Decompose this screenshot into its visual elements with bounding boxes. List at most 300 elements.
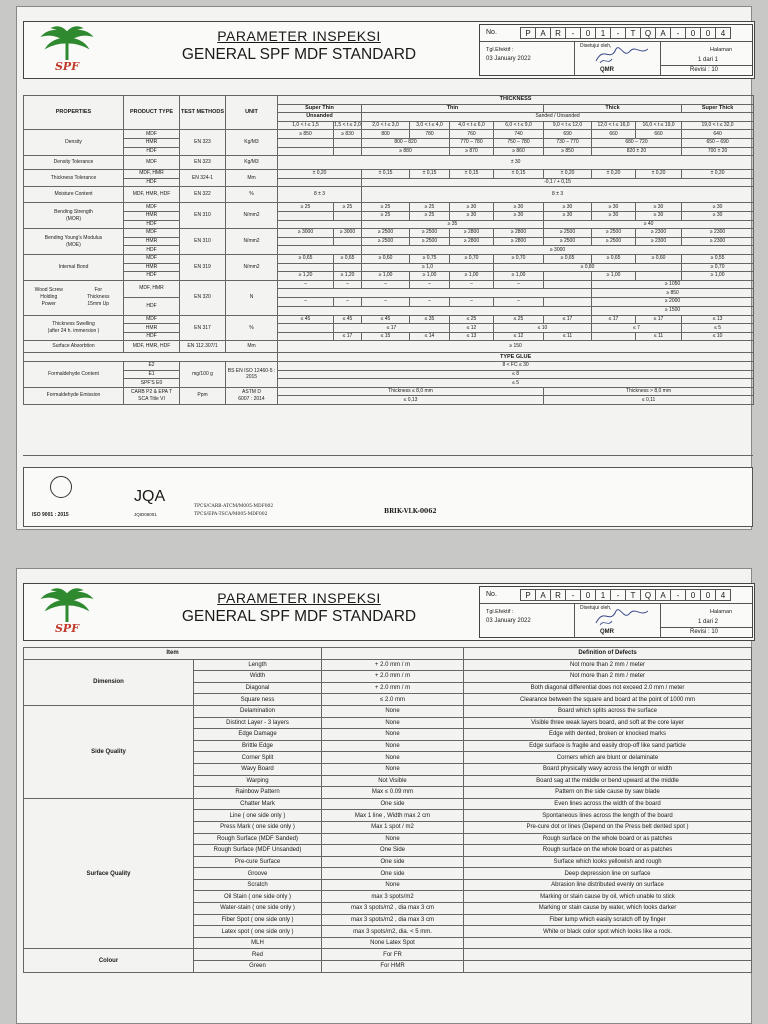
table-row: [24, 705, 752, 717]
iso-seal-icon: [50, 476, 72, 498]
table-cell: ≥ 850: [592, 289, 754, 298]
table-cell: ≥ 0,80: [494, 263, 682, 272]
table-cell: ≥ 2500: [544, 237, 592, 246]
table-cell: –: [334, 297, 362, 306]
table-cell: –: [450, 297, 494, 306]
table-cell: ≥ 880: [362, 147, 450, 156]
defect-definition: Board which splits across the surface: [464, 705, 752, 717]
defect-definition: Not more than 2 mm / meter: [464, 659, 752, 671]
spf-logo: [28, 586, 106, 638]
table-cell: ≥ 1,00: [592, 272, 636, 281]
defect-tolerance: + 2.0 mm / m: [322, 682, 464, 694]
table-cell: ≥ 1,00: [410, 272, 450, 281]
table-cell: ≥ 1,20: [334, 272, 362, 281]
table-cell: ≥ 30: [450, 203, 494, 212]
defect-name: MLH: [194, 937, 322, 949]
defect-name: Red: [194, 949, 322, 961]
table-row: [24, 246, 754, 255]
table-row: [24, 949, 752, 961]
table-cell: –: [362, 297, 410, 306]
table-cell: E2: [124, 362, 180, 371]
defect-name: Green: [194, 961, 322, 973]
defect-name: Water-stain ( one side only ): [194, 903, 322, 915]
table-cell: Super Thin: [278, 104, 362, 113]
table-row: [24, 187, 754, 203]
table-cell: ≥ 0,70: [494, 254, 544, 263]
col-unit: UNIT: [226, 96, 278, 130]
table-cell: ≤ 10: [682, 332, 754, 341]
defect-definition: [464, 961, 752, 973]
page-label: Halaman: [710, 609, 733, 615]
defect-name: Width: [194, 671, 322, 683]
defect-definition: Rough surface on the whole board or as patches: [464, 833, 752, 845]
defect-name: Rough Surface (MDF Unsanded): [194, 845, 322, 857]
table-cell: ≤ 11: [544, 332, 592, 341]
table-cell: ≤ 14: [410, 332, 450, 341]
table-cell: ≥ 0,65: [592, 254, 636, 263]
defect-name: Fiber Spot ( one side only ): [194, 914, 322, 926]
table-row: [24, 263, 754, 272]
defect-definition: Marking or stain cause by water, which looks darker: [464, 903, 752, 915]
table-cell: ≤ 45: [278, 315, 334, 324]
table-cell: 4,0 < t ≤ 6,0: [450, 121, 494, 130]
table-cell: [544, 297, 592, 306]
table-row: [24, 147, 754, 156]
table-cell: MDF, HMR, HDF: [124, 187, 180, 203]
table-row: [24, 280, 754, 289]
table-cell: ± 0,20: [278, 170, 362, 179]
table-row: [24, 254, 754, 263]
table-row: [24, 324, 754, 333]
table-cell: ≥ 0,70: [682, 263, 754, 272]
table-cell: Moisture Content: [24, 187, 124, 203]
defect-tolerance: None: [322, 729, 464, 741]
defect-group: Side Quality: [24, 705, 194, 798]
table-cell: ≥ 1050: [592, 280, 754, 289]
table-cell: 16,0 < t ≤ 19,0: [636, 121, 682, 130]
table-cell: ≤ 12: [450, 324, 494, 333]
table-cell: ± 30: [278, 156, 754, 170]
table-cell: EN 319: [180, 254, 226, 280]
table-cell: ≥ 860: [494, 147, 544, 156]
table-cell: Bending Young's Modulus (MOE): [24, 229, 124, 255]
defect-tolerance: One Side: [322, 845, 464, 857]
doc-number: P A R - 0 1 - T Q A - 0 0 4: [520, 27, 730, 39]
table-cell: [278, 307, 592, 316]
table-cell: ± 0,15: [494, 170, 544, 179]
table-cell: ≥ 2500: [410, 237, 450, 246]
table-cell: [334, 138, 362, 147]
effective-date-label: Tgl.Efektif :: [486, 609, 514, 615]
table-cell: ≥ 30: [682, 203, 754, 212]
table-cell: ≥ 0,65: [544, 254, 592, 263]
table-cell: ≥ 30: [544, 203, 592, 212]
table-cell: ≤ 25: [450, 315, 494, 324]
table-cell: ≥ 2500: [544, 229, 592, 238]
table-cell: %: [226, 315, 278, 341]
table-cell: ≤ 13: [682, 315, 754, 324]
iso-label: ISO 9001 : 2015: [32, 512, 69, 518]
table-cell: ≥ 1,00: [362, 272, 410, 281]
table-cell: ≥ 2500: [592, 229, 636, 238]
table-cell: [278, 147, 334, 156]
table-cell: EN 323: [180, 156, 226, 170]
table-cell: 770 – 780: [450, 138, 494, 147]
defect-definition: Spontaneous lines across the length of the board: [464, 810, 752, 822]
table-cell: Thickness Swelling (after 24 h. immersion ): [24, 315, 124, 341]
table-cell: BS EN ISO 12460-5 : 2015: [226, 362, 278, 388]
table-cell: 800: [362, 130, 410, 139]
table-cell: Thickness Tolerance: [24, 170, 124, 187]
table-cell: ≥ 40: [544, 220, 754, 229]
defect-tolerance: None: [322, 879, 464, 891]
defect-tolerance: One side: [322, 868, 464, 880]
table-cell: [544, 272, 592, 281]
table-cell: ≤ 17: [636, 315, 682, 324]
table-cell: ≤ 0,13: [278, 396, 544, 405]
table-cell: Density: [24, 130, 124, 156]
revision: Revisi : 10: [690, 629, 719, 635]
spf-logo-text: SPF: [54, 622, 80, 635]
table-cell: [278, 324, 334, 333]
table-cell: ≥ 0,65: [278, 254, 334, 263]
table-cell: [278, 289, 592, 298]
table-cell: ≤ 12: [494, 332, 544, 341]
defect-name: Rough Surface (MDF Sanded): [194, 833, 322, 845]
table-cell: Thick: [544, 104, 682, 113]
certification-footer: [23, 467, 753, 527]
table-cell: –: [362, 280, 410, 289]
table-cell: MDF: [124, 130, 180, 139]
table-cell: MDF, HMR, HDF: [124, 341, 180, 353]
effective-date: 03 January 2022: [486, 618, 531, 624]
table-cell: N/mm2: [226, 254, 278, 280]
table-row: [24, 659, 752, 671]
table-cell: ≤ 15: [362, 332, 410, 341]
properties-table: [23, 95, 754, 405]
defect-tolerance: ≤ 2.0 mm: [322, 694, 464, 706]
table-cell: Thickness ≤ 8,0 mm: [278, 387, 544, 396]
table-cell: ≥ 0,55: [682, 254, 754, 263]
defect-definition: [464, 937, 752, 949]
table-cell: [278, 237, 334, 246]
table-row: [24, 387, 754, 396]
table-row: [24, 272, 754, 281]
table-row: [24, 297, 754, 306]
defect-definition: Clearance between the square and board at the point of 1000 mm: [464, 694, 752, 706]
signature: [590, 603, 650, 629]
table-cell: Mm: [226, 170, 278, 187]
defect-tolerance: max 3 spots/m2 , dia max 3 cm: [322, 903, 464, 915]
table-cell: SPF'S E0: [124, 379, 180, 388]
table-cell: ≥ 25: [334, 203, 362, 212]
defect-name: Groove: [194, 868, 322, 880]
table-cell: ± 0,20: [544, 170, 592, 179]
table-row: [24, 96, 754, 105]
table-cell: [278, 246, 362, 255]
table-cell: 660: [636, 130, 682, 139]
table-cell: ≥ 0,60: [636, 254, 682, 263]
defect-tolerance: One side: [322, 798, 464, 810]
table-cell: [24, 280, 124, 315]
table-cell: ≤ 35: [410, 315, 450, 324]
defect-definition: Both diagonal differential does not exceed 2.0 mm / meter: [464, 682, 752, 694]
defect-definition: Marking or stain cause by oil, which unable to stick: [464, 891, 752, 903]
defect-definition: [464, 949, 752, 961]
col-definition: Definition of Defects: [464, 648, 752, 660]
defect-tolerance: None Latex Spot: [322, 937, 464, 949]
col-item: Item: [24, 648, 322, 660]
table-cell: ≥ 3000: [362, 246, 754, 255]
defect-name: Rainbow Pattern: [194, 787, 322, 799]
table-cell: 8 ± 3: [362, 187, 754, 203]
table-cell: 660: [592, 130, 636, 139]
table-cell: Formaldehyde Content: [24, 362, 124, 388]
table-cell: HDF: [124, 147, 180, 156]
table-cell: ≥ 25: [362, 211, 410, 220]
defect-tolerance: None: [322, 833, 464, 845]
table-cell: ≥ 2800: [494, 229, 544, 238]
table-cell: Thin: [362, 104, 544, 113]
table-cell: –: [494, 297, 544, 306]
table-cell: 19,0 < t ≤ 32,0: [682, 121, 754, 130]
spf-logo: [28, 24, 106, 76]
defect-name: Oil Stain ( one side only ): [194, 891, 322, 903]
table-cell: 730 – 770: [544, 138, 592, 147]
defect-tolerance: max 3 spots/m2 , dia max 3 cm: [322, 914, 464, 926]
table-cell: ≥ 1500: [592, 307, 754, 316]
table-cell: mg/100 g: [180, 362, 226, 388]
table-cell: [278, 263, 334, 272]
table-cell: HDF: [124, 332, 180, 341]
table-cell: ≥ 1,00: [450, 272, 494, 281]
defect-tolerance: None: [322, 705, 464, 717]
table-cell: EN 320: [180, 280, 226, 315]
defect-tolerance: None: [322, 717, 464, 729]
defect-name: Latex spot ( one side only ): [194, 926, 322, 938]
table-cell: MDF: [124, 229, 180, 238]
table-cell: 6,0 < t ≤ 9,0: [494, 121, 544, 130]
table-cell: [278, 332, 334, 341]
table-cell: ≥ 1,20: [278, 272, 334, 281]
table-cell: –: [334, 280, 362, 289]
table-cell: HMR: [124, 211, 180, 220]
table-cell: ≥ 2300: [636, 237, 682, 246]
table-cell: ≥ 25: [410, 211, 450, 220]
defect-name: Diagonal: [194, 682, 322, 694]
table-cell: ≥ 870: [450, 147, 494, 156]
table-cell: [278, 138, 334, 147]
table-cell: Kg/M3: [226, 156, 278, 170]
table-cell: [592, 332, 636, 341]
table-cell: Unsanded: [278, 113, 362, 122]
qmr-label: QMR: [600, 67, 614, 73]
table-cell: HDF: [124, 246, 180, 255]
table-cell: ≥ 30: [636, 203, 682, 212]
page-label: Halaman: [710, 47, 733, 53]
table-cell: ≤ 17: [334, 332, 362, 341]
table-row: [24, 353, 754, 362]
table-row: [24, 341, 754, 353]
defect-definition: Board physically wavy across the length or width: [464, 763, 752, 775]
table-cell: [544, 280, 592, 289]
defect-tolerance: For FR: [322, 949, 464, 961]
doc-no-label: No.: [486, 29, 497, 36]
defect-definition: Edge with dented, broken or knocked marks: [464, 729, 752, 741]
table-cell: ≥ 2500: [410, 229, 450, 238]
approved-by-label: Disetujui oleh,: [580, 605, 612, 611]
table-row: [24, 362, 754, 371]
table-cell: 820 ± 20: [592, 147, 682, 156]
defect-tolerance: One side: [322, 856, 464, 868]
table-row: [24, 130, 754, 139]
defect-tolerance: For HMR: [322, 961, 464, 973]
table-cell: ≥ 25: [362, 203, 410, 212]
table-cell: HMR: [124, 237, 180, 246]
table-cell: ≥ 2000: [592, 297, 754, 306]
table-cell: ≥ 850: [544, 147, 592, 156]
table-cell: EN 322: [180, 187, 226, 203]
table-cell: For Thickness 15mm Up: [86, 287, 110, 308]
table-cell: 9,0 < t ≤ 12,0: [544, 121, 592, 130]
defect-name: Line ( one side only ): [194, 810, 322, 822]
defect-tolerance: Max 1 spot / m2: [322, 821, 464, 833]
table-cell: ≥ 830: [334, 130, 362, 139]
table-cell: HMR: [124, 324, 180, 333]
inspection-sheet-1: [16, 6, 752, 530]
defect-definition: Deep depression line on surface: [464, 868, 752, 880]
table-cell: HDF: [124, 297, 180, 315]
table-cell: ≥ 25: [278, 203, 334, 212]
table-cell: [278, 178, 362, 187]
table-cell: Kg/M3: [226, 130, 278, 156]
revision: Revisi : 10: [690, 67, 719, 73]
table-cell: [334, 211, 362, 220]
defect-definition: Fiber lump which easily scratch off by finger: [464, 914, 752, 926]
table-cell: HMR: [124, 263, 180, 272]
table-cell: ≥ 30: [544, 211, 592, 220]
defect-group: Colour: [24, 949, 194, 972]
table-cell: ≥ 2500: [362, 229, 410, 238]
table-cell: ≥ 30: [494, 211, 544, 220]
table-cell: HDF: [124, 178, 180, 187]
table-row: [24, 211, 754, 220]
defect-tolerance: Max ≤ 0.09 mm: [322, 787, 464, 799]
table-cell: EN 317: [180, 315, 226, 341]
defect-name: Pre-cure Surface: [194, 856, 322, 868]
table-cell: ≤ 5: [278, 379, 754, 388]
table-cell: 760: [450, 130, 494, 139]
defect-tolerance: max 3 spots/m2: [322, 891, 464, 903]
table-cell: ≤ 45: [362, 315, 410, 324]
approved-by-label: Disetujui oleh,: [580, 43, 612, 49]
epa-cert: TPCS/EPA-TSCA/M005-MDF002: [194, 512, 268, 517]
table-cell: ≤ 11: [636, 332, 682, 341]
inspection-sheet-2: [16, 568, 752, 1024]
table-cell: ± 0,20: [636, 170, 682, 179]
table-cell: 740: [494, 130, 544, 139]
table-cell: 690: [544, 130, 592, 139]
table-row: [24, 237, 754, 246]
table-cell: HDF: [124, 272, 180, 281]
spf-logo-text: SPF: [54, 60, 80, 73]
effective-date-label: Tgl.Efektif :: [486, 47, 514, 53]
table-cell: ≥ 2300: [636, 229, 682, 238]
table-row: [24, 138, 754, 147]
document-info-box: [479, 586, 753, 638]
table-cell: %: [226, 187, 278, 203]
defect-tolerance: None: [322, 763, 464, 775]
table-cell: ≥ 2500: [362, 237, 410, 246]
table-cell: 2,0 < t ≤ 3,0: [362, 121, 410, 130]
table-cell: Formaldehyde Emission: [24, 387, 124, 404]
defect-tolerance: Max 1 line , Width max 2 cm: [322, 810, 464, 822]
defects-table: [23, 647, 752, 973]
table-cell: ≤ 7: [592, 324, 682, 333]
jqa-logo: JQA: [134, 488, 166, 505]
table-cell: 700 ± 20: [682, 147, 754, 156]
table-row: [24, 156, 754, 170]
defect-definition: Pattern on the side cause by saw blade: [464, 787, 752, 799]
doc-number: P A R - 0 1 - T Q A - 0 0 4: [520, 589, 730, 601]
table-cell: ± 0,20: [592, 170, 636, 179]
defect-tolerance: None: [322, 740, 464, 752]
defect-tolerance: + 2.0 mm / m: [322, 671, 464, 683]
table-cell: EN 112.307/1: [180, 341, 226, 353]
table-row: [24, 315, 754, 324]
table-cell: ≤ 13: [450, 332, 494, 341]
table-cell: HMR: [124, 138, 180, 147]
table-cell: ≥ 1,00: [494, 272, 544, 281]
table-cell: 8 < FC ≤ 30: [278, 362, 754, 371]
defect-name: Edge Damage: [194, 729, 322, 741]
table-cell: ≥ 30: [450, 211, 494, 220]
table-cell: EN 324-1: [180, 170, 226, 187]
table-cell: ≥ 150: [278, 341, 754, 353]
defect-definition: Not more than 2 mm / meter: [464, 671, 752, 683]
defect-definition: Pre-cure dot or lines (Depend on the Press belt dented spot ): [464, 821, 752, 833]
table-cell: E1: [124, 370, 180, 379]
table-cell: ± 0,30: [682, 170, 754, 179]
table-cell: 640: [682, 130, 754, 139]
table-row: [24, 332, 754, 341]
table-cell: -0,1 / + 0,15: [362, 178, 754, 187]
table-row: [24, 178, 754, 187]
effective-date: 03 January 2022: [486, 56, 531, 62]
defect-name: Warping: [194, 775, 322, 787]
defect-definition: Visible three weak layers board, and soft at the core layer: [464, 717, 752, 729]
defect-name: Corner Split: [194, 752, 322, 764]
table-cell: ≤ 25: [494, 315, 544, 324]
table-cell: [334, 147, 362, 156]
col-thickness: THICKNESS: [278, 96, 754, 105]
table-cell: N/mm2: [226, 203, 278, 229]
table-cell: Bending Strength (MOR): [24, 203, 124, 229]
table-row: [24, 281, 123, 315]
table-cell: ± 0,15: [410, 170, 450, 179]
table-cell: ≤ 10: [494, 324, 592, 333]
table-cell: MDF: [124, 315, 180, 324]
defect-definition: White or black color spot which looks like a rock.: [464, 926, 752, 938]
carb-cert: TPCS/CARB-ATCM/M005-MDF002: [194, 504, 274, 509]
defect-name: Square ness: [194, 694, 322, 706]
table-cell: MDF, HMR: [124, 280, 180, 297]
table-cell: –: [494, 280, 544, 289]
defect-definition: Even lines across the width of the board: [464, 798, 752, 810]
defect-tolerance: None: [322, 752, 464, 764]
defect-definition: Abrasion line distributed evenly on surface: [464, 879, 752, 891]
table-cell: 750 – 780: [494, 138, 544, 147]
